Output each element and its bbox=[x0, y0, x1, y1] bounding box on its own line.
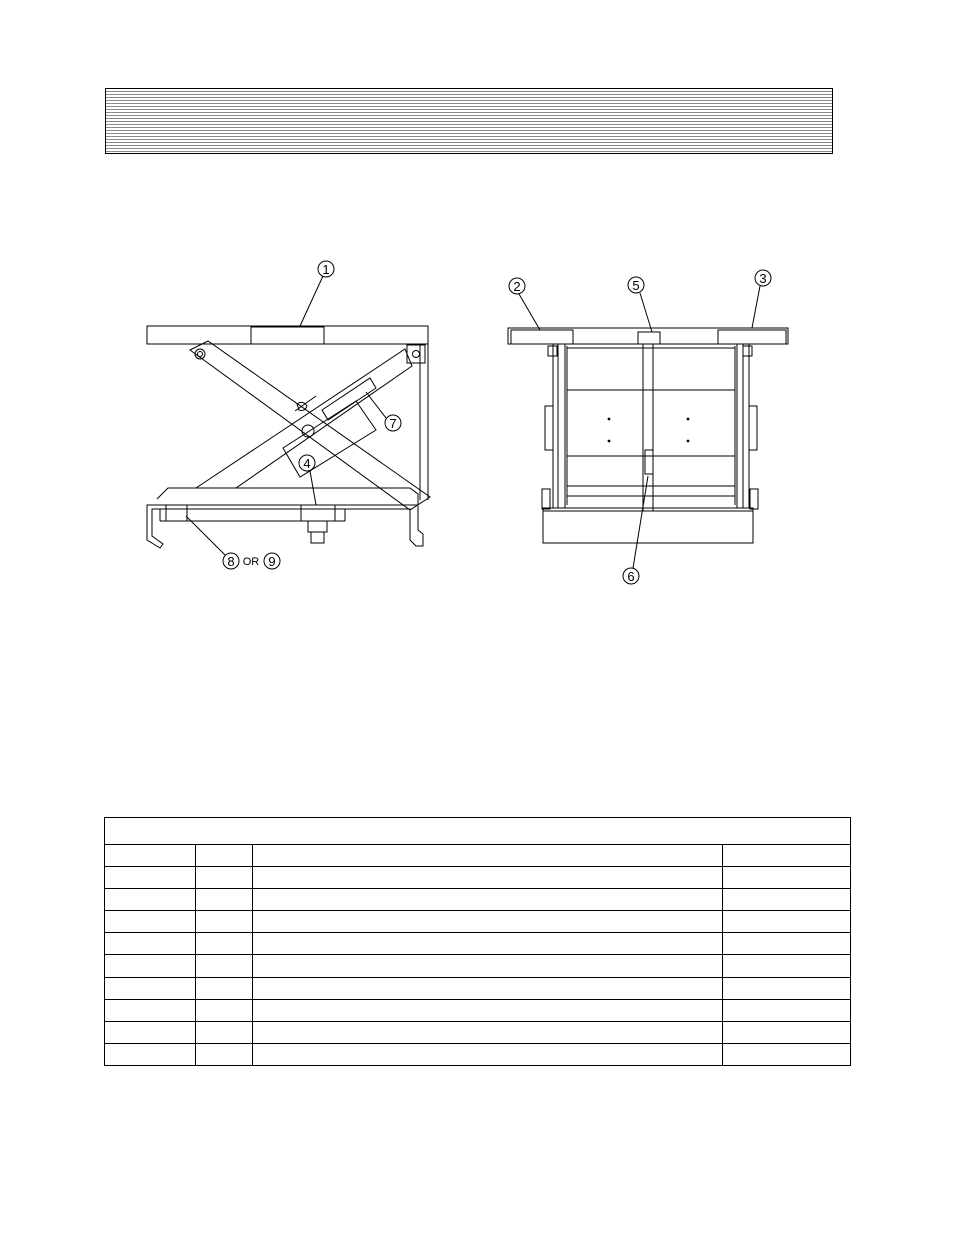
table-cell bbox=[723, 955, 851, 977]
callout-8-label: 8 bbox=[227, 554, 235, 569]
top-platform bbox=[147, 326, 428, 344]
table-cell bbox=[253, 911, 723, 933]
table-cell bbox=[105, 1021, 196, 1043]
column-header bbox=[105, 845, 196, 867]
column-header bbox=[196, 845, 253, 867]
table-cell bbox=[105, 867, 196, 889]
table-cell bbox=[723, 889, 851, 911]
table-cell bbox=[253, 999, 723, 1021]
table-cell bbox=[105, 955, 196, 977]
table-cell bbox=[723, 933, 851, 955]
table-row bbox=[105, 933, 851, 955]
table-cell bbox=[253, 977, 723, 999]
table-cell bbox=[105, 933, 196, 955]
table-cell bbox=[196, 1021, 253, 1043]
table-cell bbox=[196, 867, 253, 889]
callout-6-label: 6 bbox=[627, 569, 635, 584]
table-cell bbox=[253, 1021, 723, 1043]
table-cell bbox=[253, 955, 723, 977]
callout-5-label: 5 bbox=[632, 278, 640, 293]
table-cell bbox=[253, 867, 723, 889]
callout-4-label: 4 bbox=[303, 456, 311, 471]
column-header bbox=[723, 845, 851, 867]
table-cell bbox=[723, 1043, 851, 1065]
table-cell bbox=[723, 1021, 851, 1043]
table-cell bbox=[723, 911, 851, 933]
parts-table-title bbox=[105, 818, 851, 845]
callout-or-label: OR bbox=[242, 556, 260, 568]
table-row bbox=[105, 1021, 851, 1043]
table-cell bbox=[723, 999, 851, 1021]
parts-table-column-headers bbox=[105, 845, 851, 867]
table-row bbox=[105, 999, 851, 1021]
table-row bbox=[105, 1043, 851, 1065]
table-cell bbox=[196, 999, 253, 1021]
table-row bbox=[105, 911, 851, 933]
callout-3-label: 3 bbox=[759, 271, 767, 286]
callout-9-label: 9 bbox=[268, 554, 276, 569]
table-row bbox=[105, 867, 851, 889]
column-header bbox=[253, 845, 723, 867]
callout-1-label: 1 bbox=[322, 262, 330, 277]
table-cell bbox=[196, 911, 253, 933]
callout-6 bbox=[623, 476, 648, 584]
table-row bbox=[105, 955, 851, 977]
table-cell bbox=[196, 955, 253, 977]
callout-7-label: 7 bbox=[389, 416, 397, 431]
callout-2-label: 2 bbox=[513, 279, 521, 294]
table-cell bbox=[196, 933, 253, 955]
table-cell bbox=[105, 999, 196, 1021]
table-cell bbox=[723, 977, 851, 999]
table-row bbox=[105, 977, 851, 999]
table-cell bbox=[196, 1043, 253, 1065]
table-row bbox=[105, 889, 851, 911]
table-cell bbox=[723, 867, 851, 889]
side-view bbox=[147, 326, 430, 548]
parts-table bbox=[104, 817, 851, 1066]
table-cell bbox=[253, 933, 723, 955]
table-cell bbox=[253, 889, 723, 911]
table-cell bbox=[253, 1043, 723, 1065]
parts-table-title-row bbox=[105, 818, 851, 845]
table-cell bbox=[105, 889, 196, 911]
table-cell bbox=[105, 977, 196, 999]
table-cell bbox=[196, 977, 253, 999]
table-cell bbox=[105, 1043, 196, 1065]
table-cell bbox=[196, 889, 253, 911]
table-cell bbox=[105, 911, 196, 933]
end-view bbox=[508, 328, 788, 543]
